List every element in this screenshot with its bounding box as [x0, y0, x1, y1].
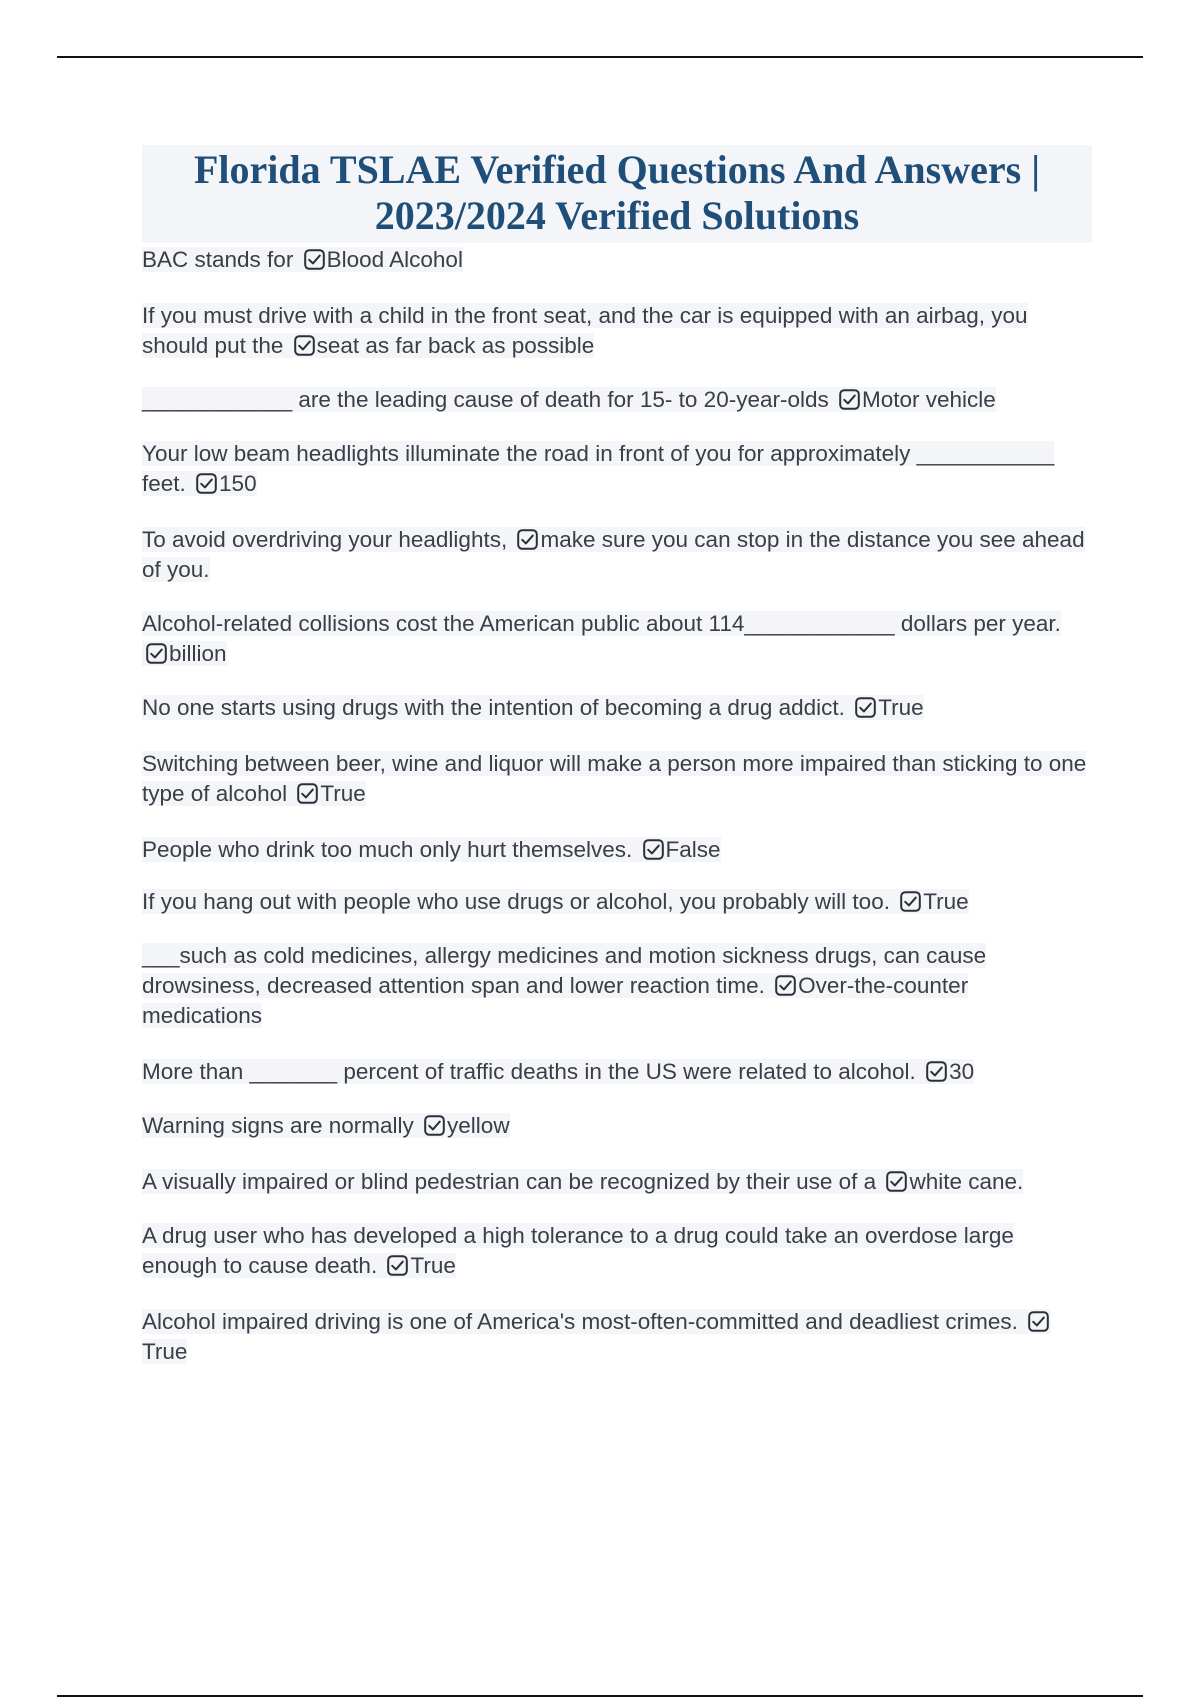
question-text: Alcohol-related collisions cost the American public about 114____________ dollars per year.: [142, 611, 1061, 636]
checkbox-checked-icon: [855, 697, 876, 718]
answer-text: billion: [169, 641, 227, 666]
qa-line: [142, 1113, 510, 1138]
question-text: A visually impaired or blind pedestrian can be recognized by their use of a: [142, 1169, 877, 1194]
answer-text: True: [142, 1339, 188, 1364]
bottom-divider: [57, 1695, 1143, 1697]
question-text: No one starts using drugs with the intention of becoming a drug addict.: [142, 695, 845, 720]
qa-item: [142, 749, 1092, 809]
checkbox-checked-icon: [1028, 1311, 1049, 1332]
question-text: People who drink too much only hurt themselves.: [142, 837, 633, 862]
question-text: Alcohol impaired driving is one of America's most-often-committed and deadliest crimes.: [142, 1309, 1018, 1334]
qa-item: [142, 609, 1092, 669]
qa-item: [142, 245, 1092, 275]
checkbox-checked-icon: [294, 335, 315, 356]
question-text: To avoid overdriving your headlights,: [142, 527, 508, 552]
answer-text: white cane.: [909, 1169, 1024, 1194]
question-text: Your low beam headlights illuminate the road in front of you for approximately ___________ feet.: [142, 441, 1055, 496]
question-text: A drug user who has developed a high tolerance to a drug could take an overdose large enough to cause death.: [142, 1223, 1014, 1278]
qa-line: [142, 527, 1085, 582]
answer-text: True: [923, 889, 969, 914]
qa-line: [142, 751, 1086, 806]
checkbox-checked-icon: [387, 1255, 408, 1276]
checkbox-checked-icon: [775, 975, 796, 996]
qa-item: [142, 693, 1092, 723]
question-text: BAC stands for: [142, 247, 294, 272]
question-text: If you must drive with a child in the front seat, and the car is equipped with an airbag, you should put the: [142, 303, 1028, 358]
qa-item: [142, 1111, 1092, 1141]
question-text: Switching between beer, wine and liquor will make a person more impaired than sticking to one type of alcohol: [142, 751, 1087, 806]
qa-line: [142, 303, 1028, 358]
qa-item: [142, 941, 1092, 1031]
answer-text: False: [665, 837, 721, 862]
answer-text: True: [878, 695, 924, 720]
checkbox-checked-icon: [900, 891, 921, 912]
document-title: Florida TSLAE Verified Questions And Answers | 2023/2024 Verified Solutions: [193, 147, 1040, 238]
qa-item: [142, 835, 1092, 865]
checkbox-checked-icon: [297, 783, 318, 804]
answer-text: Blood Alcohol: [326, 247, 463, 272]
question-text: Warning signs are normally: [142, 1113, 414, 1138]
qa-item: [142, 525, 1092, 585]
qa-line: [142, 1223, 1014, 1278]
qa-line: [142, 611, 1061, 666]
answer-text: 150: [219, 471, 257, 496]
qa-line: [142, 695, 924, 720]
checkbox-checked-icon: [886, 1171, 907, 1192]
answer-text: Over-the-counter medications: [142, 973, 969, 1028]
qa-line: [142, 1059, 974, 1084]
qa-item: [142, 1307, 1092, 1367]
qa-line: [142, 1309, 1051, 1364]
qa-item: [142, 1057, 1092, 1087]
qa-item: [142, 887, 1092, 917]
answer-text: True: [410, 1253, 456, 1278]
top-divider: [57, 56, 1143, 58]
title-banner: [142, 145, 1092, 243]
qa-item: [142, 385, 1092, 415]
question-text: ____________ are the leading cause of death for 15- to 20-year-olds: [142, 387, 829, 412]
checkbox-checked-icon: [839, 389, 860, 410]
qa-line: [142, 247, 463, 272]
answer-text: 30: [949, 1059, 975, 1084]
qa-item: [142, 439, 1092, 499]
qa-line: [142, 441, 1054, 496]
answer-text: make sure you can stop in the distance you see ahead of you.: [142, 527, 1085, 582]
checkbox-checked-icon: [517, 529, 538, 550]
answer-text: True: [320, 781, 366, 806]
qa-line: [142, 387, 996, 412]
checkbox-checked-icon: [304, 249, 325, 270]
question-text: ___such as cold medicines, allergy medicines and motion sickness drugs, can cause drowsiness, decreased attention span and lower reaction time.: [142, 943, 987, 998]
checkbox-checked-icon: [146, 643, 167, 664]
qa-item: [142, 1167, 1092, 1197]
qa-line: [142, 889, 969, 914]
qa-line: [142, 837, 721, 862]
qa-item: [142, 301, 1092, 361]
checkbox-checked-icon: [643, 839, 664, 860]
answer-text: seat as far back as possible: [316, 333, 595, 358]
checkbox-checked-icon: [926, 1061, 947, 1082]
qa-line: [142, 1169, 1023, 1194]
question-text: More than _______ percent of traffic deaths in the US were related to alcohol.: [142, 1059, 916, 1084]
qa-line: [142, 943, 986, 1028]
checkbox-checked-icon: [424, 1115, 445, 1136]
page-content: [142, 145, 1092, 1367]
question-answer-list: [142, 245, 1092, 1367]
question-text: If you hang out with people who use drugs or alcohol, you probably will too.: [142, 889, 890, 914]
checkbox-checked-icon: [196, 473, 217, 494]
qa-item: [142, 1221, 1092, 1281]
answer-text: yellow: [447, 1113, 510, 1138]
answer-text: Motor vehicle: [862, 387, 996, 412]
